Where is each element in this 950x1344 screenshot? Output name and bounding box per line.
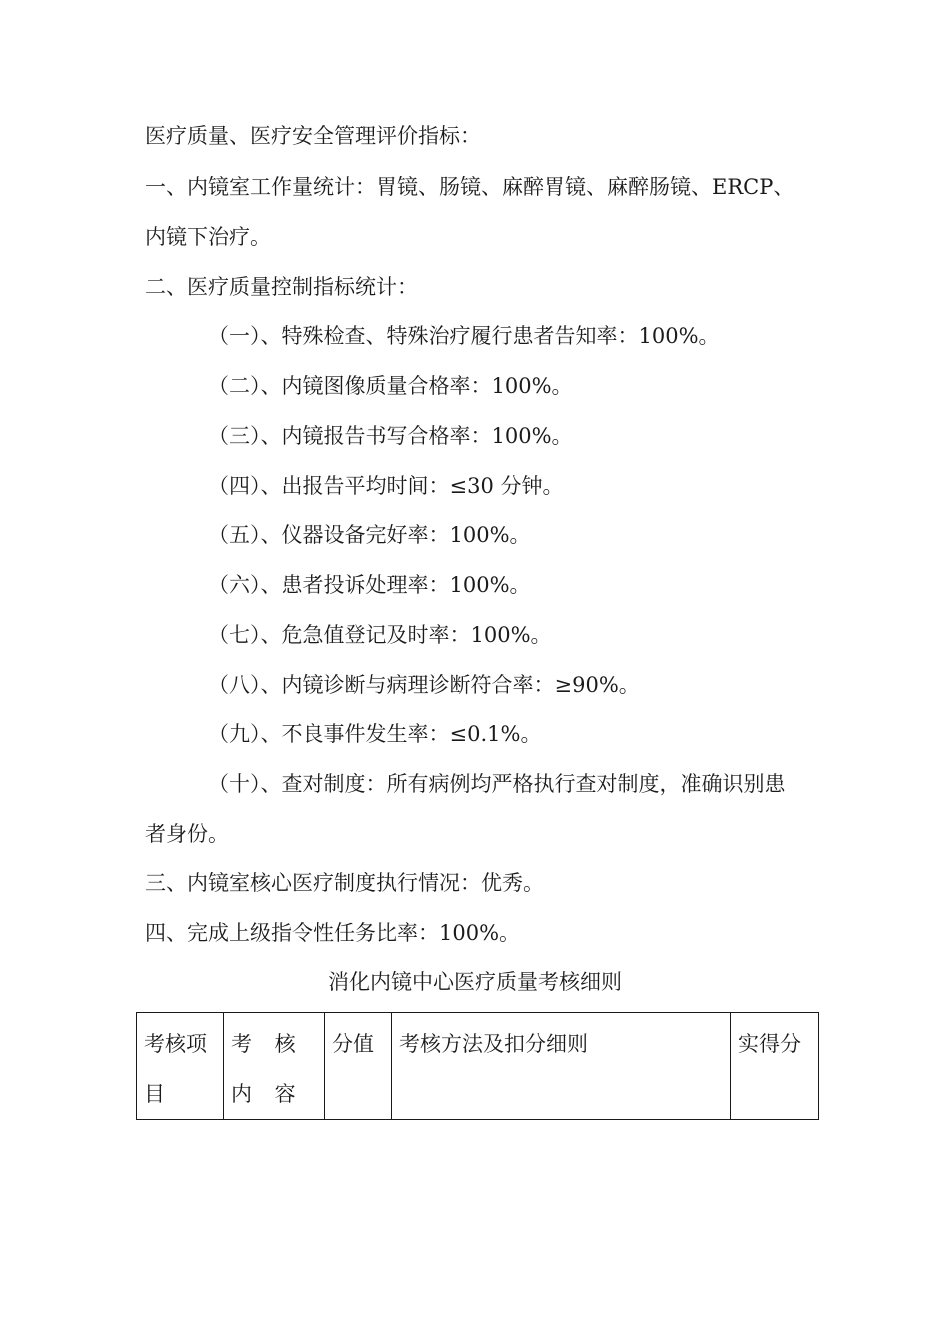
indicator-9: （九）、不良事件发生率：≤0.1%。 [208, 722, 542, 746]
indicator-2: （二）、内镜图像质量合格率：100%。 [208, 374, 573, 398]
indicator-3: （三）、内镜报告书写合格率：100%。 [208, 424, 573, 448]
indicator-7: （七）、危急值登记及时率：100%。 [208, 623, 552, 647]
header-assessment-content: 考 核 内 容 [224, 1013, 325, 1120]
section-4: 四、完成上级指令性任务比率：100%。 [145, 921, 521, 945]
indicator-5: （五）、仪器设备完好率：100%。 [208, 523, 531, 547]
indicator-6: （六）、患者投诉处理率：100%。 [208, 573, 531, 597]
section-3: 三、内镜室核心医疗制度执行情况：优秀。 [145, 871, 544, 895]
indicator-10-line-2: 者身份。 [145, 822, 229, 846]
table-title: 消化内镜中心医疗质量考核细则 [328, 970, 622, 994]
indicator-10-line-1: （十）、查对制度：所有病例均严格执行查对制度，准确识别患 [208, 772, 786, 796]
indicator-1: （一）、特殊检查、特殊治疗履行患者告知率：100%。 [208, 324, 720, 348]
header-assessment-item: 考核项目 [137, 1013, 224, 1120]
heading: 医疗质量、医疗安全管理评价指标： [145, 124, 481, 148]
section-1-line-2: 内镜下治疗。 [145, 225, 271, 249]
section-2-heading: 二、医疗质量控制指标统计： [145, 275, 418, 299]
indicator-8: （八）、内镜诊断与病理诊断符合率：≥90%。 [208, 673, 640, 697]
header-score: 分值 [325, 1013, 392, 1120]
section-1-line-1: 一、内镜室工作量统计：胃镜、肠镜、麻醉胃镜、麻醉肠镜、ERCP、 [145, 175, 795, 199]
header-method-and-deductions: 考核方法及扣分细则 [392, 1013, 731, 1120]
indicator-4: （四）、出报告平均时间：≤30 分钟。 [208, 474, 564, 498]
header-actual-score: 实得分 [731, 1013, 819, 1120]
assessment-table [136, 1012, 819, 1120]
table-header-row [137, 1013, 819, 1120]
